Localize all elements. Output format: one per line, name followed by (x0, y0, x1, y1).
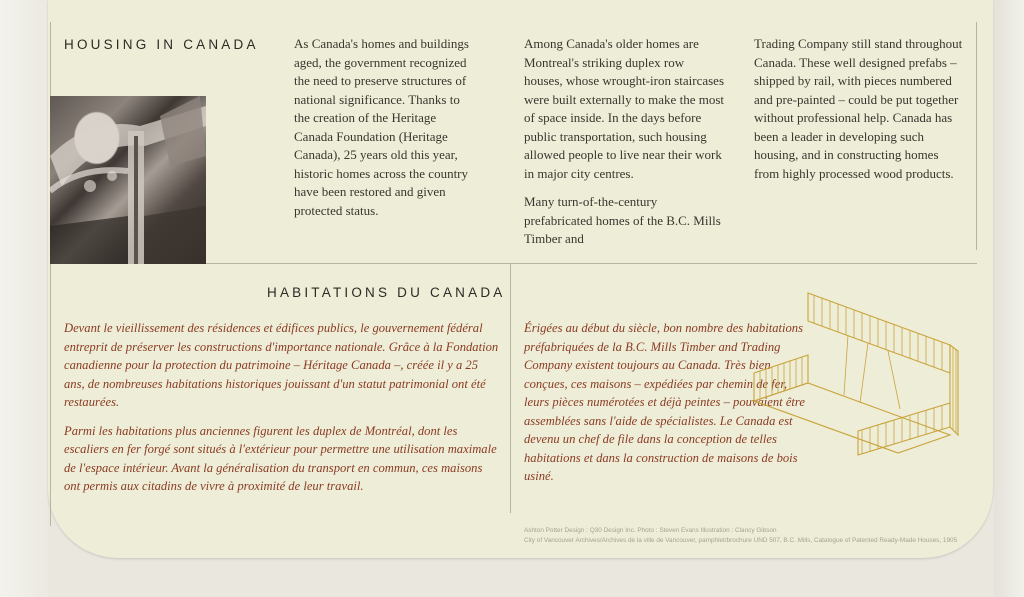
english-col3-para-1: Trading Company still stand throughout Canada. These well designed prefabs – shipped by rail, with pieces numbered and pre-painted – could be put together without professional help. Canada has been a leader in developing such housing, and in constructing homes from highly processed wood products. (754, 36, 963, 181)
french-col2-para-1: Érigées au début du siècle, bon nombre des habitations préfabriquées de la B.C. Mills Timber and Trading Company existent toujours au Canada. Très bien conçues, ces maisons – expédiées par chemin de fer, leurs pièces numérotées et déjà peintes – pouvaient être assemblées sans l'aide de spécialistes. Le Canada est devenu un chef de file dans la conception de telles habitations et dans la construction de maisons de bois usiné. (524, 321, 805, 483)
english-col2-para-1: Among Canada's older homes are Montreal's striking duplex row houses, whose wrought-iron staircases were built externally to make the most of space inside. In the days before public transportation, such housing allowed people to live near their work in major city centres. (524, 36, 725, 181)
french-col1-para-1: Devant le vieillissement des résidences et édifices publics, le gouvernement fédéral entreprit de préserver les constructions d'importance nationale. Grâce à la Fondation canadienne pour la protection du patrimoine – Héritage Canada –, créée il y a 25 ans, de nombreuses habitations historiques jouissant d'un statut patrimonial ont été restaurées. (64, 321, 499, 409)
insert-card (48, 0, 993, 558)
french-column-1 (64, 319, 500, 506)
porch-detail-graphic (50, 96, 206, 264)
english-title: HOUSING IN CANADA (64, 37, 259, 52)
english-column-1 (294, 35, 474, 230)
english-col2-para-2: Many turn-of-the-century prefabricated homes of the B.C. Mills Timber and (524, 194, 721, 246)
prefab-house-frame-illustration (748, 285, 970, 480)
english-column-3 (754, 35, 964, 193)
french-column-divider (510, 263, 511, 513)
envelope-edge-right (994, 0, 1024, 597)
english-column-2 (524, 35, 724, 259)
english-col1-para-1: As Canada's homes and buildings aged, the government recognized the need to preserve structures of national significance. Thanks to the creation of the Heritage Canada Foundation (Heritage Canada), 25 years old this year, historic homes across the country have been restored and given protected status. (294, 36, 469, 218)
heritage-porch-photo (50, 96, 206, 264)
french-title: HABITATIONS DU CANADA (267, 285, 506, 300)
right-vertical-rule (976, 22, 977, 250)
credits-line-2: City of Vancouver Archives/Archives de la ville de Vancouver, pamphlet/brochure UND 507, B.C. Mills, Catalogue of Patented Ready-Made Houses, 1905 (524, 537, 958, 544)
envelope-edge-left (0, 0, 48, 597)
french-col1-para-2: Parmi les habitations plus anciennes figurent les duplex de Montréal, dont les escaliers en fer forgé sont situés à l'extérieur pour permettre une utilisation maximale de l'espace intérieur. Avant la généralisation du transport en commun, ces maisons ont permis aux citadins de vivre à proximité de leur travail. (64, 423, 497, 493)
credits-line-1: Ashton Potter Design : Q30 Design Inc. Photo : Steven Evans Illustration : Clancy Gibson (524, 527, 777, 534)
